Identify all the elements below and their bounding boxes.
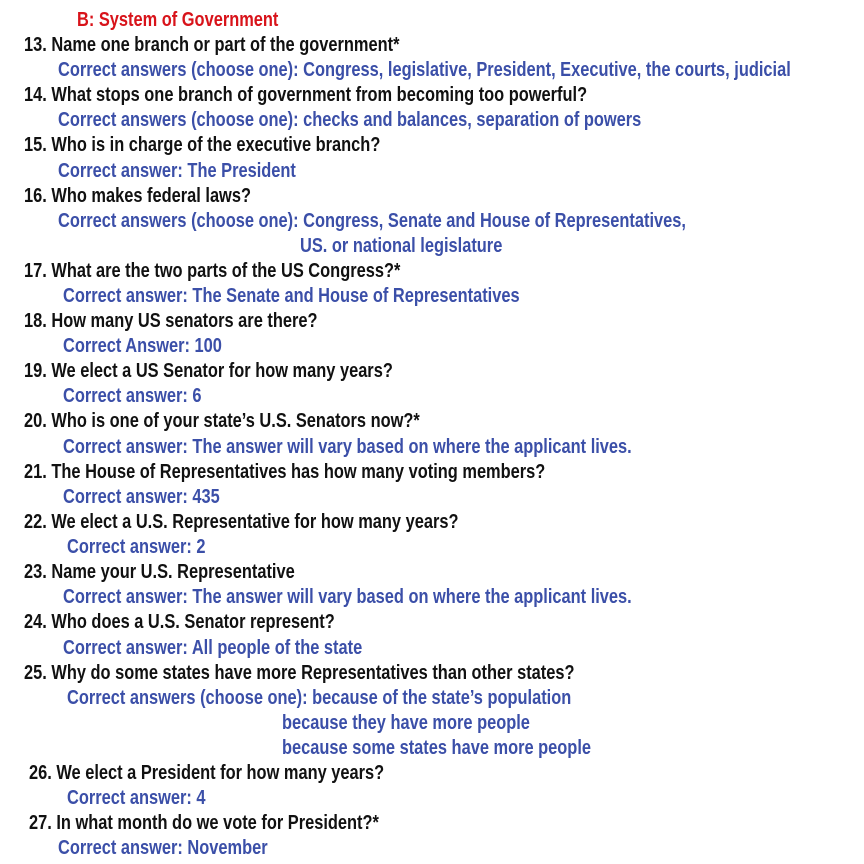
question-24: 24. Who does a U.S. Senator represent? <box>24 611 335 633</box>
answer-20: Correct answer: The answer will vary based on where the applicant lives. <box>63 436 632 458</box>
question-19: 19. We elect a US Senator for how many years? <box>24 360 393 382</box>
question-20: 20. Who is one of your state’s U.S. Senators now?* <box>24 410 420 432</box>
answer-25-continued-1: because they have more people <box>282 712 530 734</box>
answer-18: Correct Answer: 100 <box>63 335 222 357</box>
question-15: 15. Who is in charge of the executive branch? <box>24 134 381 156</box>
question-13: 13. Name one branch or part of the government* <box>24 34 400 56</box>
answer-25-continued-2: because some states have more people <box>282 737 592 759</box>
answer-16-continued: US. or national legislature <box>300 235 503 257</box>
question-14: 14. What stops one branch of government from becoming too powerful? <box>24 84 588 106</box>
question-21: 21. The House of Representatives has how many voting members? <box>24 461 546 483</box>
question-26: 26. We elect a President for how many years? <box>29 762 385 784</box>
answer-22: Correct answer: 2 <box>67 536 206 558</box>
answer-17: Correct answer: The Senate and House of Representatives <box>63 285 520 307</box>
question-18: 18. How many US senators are there? <box>24 310 318 332</box>
answer-15: Correct answer: The President <box>58 160 296 182</box>
answer-19: Correct answer: 6 <box>63 385 202 407</box>
question-16: 16. Who makes federal laws? <box>24 185 251 207</box>
answer-27: Correct answer: November <box>58 837 268 859</box>
question-27: 27. In what month do we vote for President?* <box>29 812 379 834</box>
question-25: 25. Why do some states have more Representatives than other states? <box>24 662 575 684</box>
answer-13: Correct answers (choose one): Congress, legislative, President, Executive, the courts, judicial <box>58 59 791 81</box>
answer-21: Correct answer: 435 <box>63 486 220 508</box>
answer-23: Correct answer: The answer will vary based on where the applicant lives. <box>63 586 632 608</box>
answer-26: Correct answer: 4 <box>67 787 206 809</box>
question-17: 17. What are the two parts of the US Congress?* <box>24 260 401 282</box>
answer-25: Correct answers (choose one): because of the state’s population <box>67 687 572 709</box>
question-22: 22. We elect a U.S. Representative for how many years? <box>24 511 459 533</box>
answer-16: Correct answers (choose one): Congress, Senate and House of Representatives, <box>58 210 686 232</box>
section-title: B: System of Government <box>77 9 279 31</box>
answer-14: Correct answers (choose one): checks and balances, separation of powers <box>58 109 642 131</box>
question-23: 23. Name your U.S. Representative <box>24 561 295 583</box>
answer-24: Correct answer: All people of the state <box>63 637 363 659</box>
